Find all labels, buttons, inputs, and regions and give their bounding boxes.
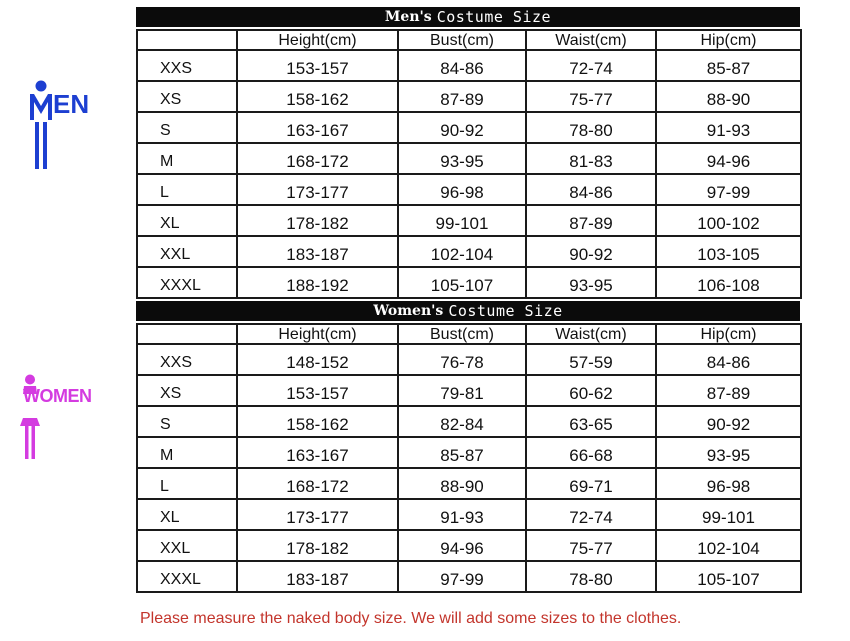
size-cell: XXL (137, 530, 237, 561)
size-cell: L (137, 174, 237, 205)
table-row (137, 50, 801, 81)
measure-cell: 84-86 (398, 50, 526, 81)
measure-column-header: Height(cm) (237, 324, 398, 344)
size-cell: S (137, 406, 237, 437)
size-cell: XS (137, 81, 237, 112)
measure-cell: 91-93 (398, 499, 526, 530)
measure-cell: 63-65 (526, 406, 656, 437)
size-cell: XXL (137, 236, 237, 267)
women-header-row (137, 324, 801, 344)
size-cell: XXXL (137, 561, 237, 592)
measure-cell: 82-84 (398, 406, 526, 437)
measure-cell: 178-182 (237, 530, 398, 561)
measure-cell: 91-93 (656, 112, 801, 143)
measure-cell: 85-87 (656, 50, 801, 81)
measure-cell: 87-89 (656, 375, 801, 406)
table-row (137, 143, 801, 174)
measure-column-header: Waist(cm) (526, 324, 656, 344)
measure-cell: 173-177 (237, 499, 398, 530)
measure-cell: 96-98 (656, 468, 801, 499)
table-row (137, 112, 801, 143)
measure-cell: 153-157 (237, 50, 398, 81)
measure-cell: 106-108 (656, 267, 801, 298)
measure-column-header: Hip(cm) (656, 30, 801, 50)
size-cell: XS (137, 375, 237, 406)
measure-cell: 85-87 (398, 437, 526, 468)
measure-cell: 153-157 (237, 375, 398, 406)
measure-cell: 168-172 (237, 468, 398, 499)
measure-cell: 78-80 (526, 112, 656, 143)
size-cell: XL (137, 499, 237, 530)
measure-cell: 99-101 (656, 499, 801, 530)
measure-cell: 79-81 (398, 375, 526, 406)
measure-cell: 90-92 (398, 112, 526, 143)
men-label: EN (53, 89, 90, 119)
measure-cell: 93-95 (526, 267, 656, 298)
women-title-rest: Costume Size (448, 302, 563, 320)
table-row (137, 530, 801, 561)
measure-cell: 87-89 (398, 81, 526, 112)
measure-cell: 96-98 (398, 174, 526, 205)
measure-cell: 57-59 (526, 344, 656, 375)
measure-cell: 72-74 (526, 499, 656, 530)
men-header-row (137, 30, 801, 50)
measure-column-header: Bust(cm) (398, 30, 526, 50)
measure-column-header: Height(cm) (237, 30, 398, 50)
size-cell: XXS (137, 50, 237, 81)
measure-cell: 88-90 (656, 81, 801, 112)
measure-cell: 94-96 (656, 143, 801, 174)
size-cell: XL (137, 205, 237, 236)
size-cell: M (137, 143, 237, 174)
measure-cell: 100-102 (656, 205, 801, 236)
table-row (137, 344, 801, 375)
measure-cell: 90-92 (656, 406, 801, 437)
measure-cell: 81-83 (526, 143, 656, 174)
size-column-header (137, 30, 237, 50)
measure-cell: 103-105 (656, 236, 801, 267)
women-title-bar (136, 301, 800, 321)
table-row (137, 205, 801, 236)
measure-cell: 105-107 (398, 267, 526, 298)
measure-column-header: Hip(cm) (656, 324, 801, 344)
measure-cell: 93-95 (656, 437, 801, 468)
men-title-rest: Costume Size (436, 8, 552, 26)
women-size-table (136, 323, 802, 593)
table-row (137, 236, 801, 267)
measure-cell: 102-104 (656, 530, 801, 561)
measure-cell: 84-86 (656, 344, 801, 375)
measure-cell: 158-162 (237, 406, 398, 437)
table-row (137, 174, 801, 205)
measure-cell: 183-187 (237, 236, 398, 267)
measure-cell: 97-99 (656, 174, 801, 205)
measure-cell: 72-74 (526, 50, 656, 81)
women-title-bold: Women's (373, 303, 444, 319)
measure-cell: 99-101 (398, 205, 526, 236)
size-cell: XXS (137, 344, 237, 375)
table-row (137, 499, 801, 530)
size-cell: L (137, 468, 237, 499)
men-gender-badge (28, 80, 89, 170)
measure-cell: 90-92 (526, 236, 656, 267)
measure-cell: 178-182 (237, 205, 398, 236)
table-row (137, 437, 801, 468)
table-row (137, 375, 801, 406)
measure-cell: 60-62 (526, 375, 656, 406)
measure-cell: 84-86 (526, 174, 656, 205)
measure-cell: 94-96 (398, 530, 526, 561)
table-row (137, 561, 801, 592)
measure-cell: 188-192 (237, 267, 398, 298)
measure-cell: 173-177 (237, 174, 398, 205)
measure-cell: 105-107 (656, 561, 801, 592)
measure-column-header: Waist(cm) (526, 30, 656, 50)
measure-cell: 87-89 (526, 205, 656, 236)
women-label: WOMEN (23, 386, 92, 406)
measure-cell: 168-172 (237, 143, 398, 174)
size-cell: M (137, 437, 237, 468)
table-row (137, 267, 801, 298)
men-title-bold: Men's (384, 9, 432, 25)
measure-cell: 148-152 (237, 344, 398, 375)
measure-cell: 102-104 (398, 236, 526, 267)
measure-cell: 183-187 (237, 561, 398, 592)
men-title-bar (136, 7, 800, 27)
measure-cell: 163-167 (237, 112, 398, 143)
measure-column-header: Bust(cm) (398, 324, 526, 344)
man-figure-icon (28, 80, 54, 170)
measurement-note: Please measure the naked body size. We will add some sizes to the clothes. (140, 610, 682, 627)
table-row (137, 406, 801, 437)
measure-cell: 97-99 (398, 561, 526, 592)
table-row (137, 81, 801, 112)
men-size-table (136, 29, 802, 299)
size-cell: S (137, 112, 237, 143)
measure-cell: 163-167 (237, 437, 398, 468)
measure-cell: 88-90 (398, 468, 526, 499)
measure-cell: 66-68 (526, 437, 656, 468)
size-column-header (137, 324, 237, 344)
measure-cell: 78-80 (526, 561, 656, 592)
size-cell: XXXL (137, 267, 237, 298)
measure-cell: 158-162 (237, 81, 398, 112)
measure-cell: 75-77 (526, 530, 656, 561)
measure-cell: 93-95 (398, 143, 526, 174)
measure-cell: 76-78 (398, 344, 526, 375)
measure-cell: 75-77 (526, 81, 656, 112)
measure-cell: 69-71 (526, 468, 656, 499)
table-row (137, 468, 801, 499)
